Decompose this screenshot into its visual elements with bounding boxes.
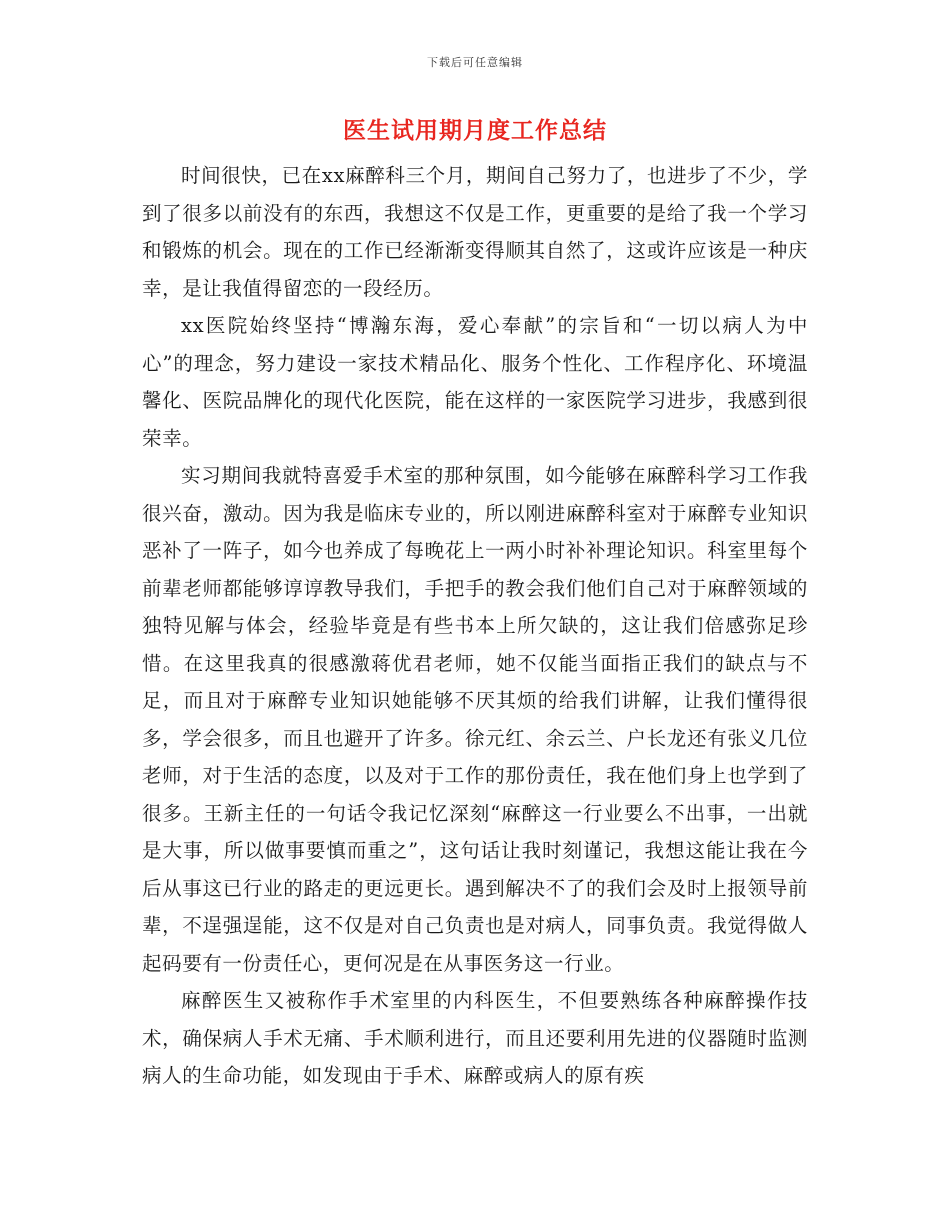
document-title: 医生试用期月度工作总结 [343, 117, 607, 144]
paragraph: 实习期间我就特喜爱手术室的那种氛围，如今能够在麻醉科学习工作我很兴奋，激动。因为我是临床专业的，所以刚进麻醉科室对于麻醉专业知识恶补了一阵子，如今也养成了每晚花上一两小时补补理论知识。科室里每个前辈老师都能够谆谆教导我们，手把手的教会我们他们自己对于麻醉领域的独特见解与体会，经验毕竟是有些书本上所欠缺的，这让我们倍感弥足珍惜。在这里我真的很感激蒋优君老师，她不仅能当面指正我们的缺点与不足，而且对于麻醉专业知识她能够不厌其烦的给我们讲解，让我们懂得很多，学会很多，而且也避开了许多。徐元红、余云兰、户长龙还有张义几位老师，对于生活的态度，以及对于工作的那份责任，我在他们身上也学到了很多。王新主任的一句话令我记忆深刻“麻醉这一行业要么不出事，一出就是大事，所以做事要慎而重之”，这句话让我时刻谨记，我想这能让我在今后从事这已行业的路走的更远更长。遇到解决不了的我们会及时上报领导前辈，不逞强逞能，这不仅是对自己负责也是对病人，同事负责。我觉得做人起码要有一份责任心，更何况是在从事医务这一行业。 [142, 464, 808, 975]
document-body [142, 157, 808, 1095]
paragraph: 麻醉医生又被称作手术室里的内科医生，不但要熟练各种麻醉操作技术，确保病人手术无痛、手术顺利进行，而且还要利用先进的仪器随时监测病人的生命功能，如发现由于手术、麻醉或病人的原有疾 [142, 989, 808, 1087]
header-note: 下载后可任意编辑 [427, 56, 523, 69]
paragraph: 时间很快，已在xx麻醉科三个月，期间自己努力了，也进步了不少，学到了很多以前没有的东西，我想这不仅是工作，更重要的是给了我一个学习和锻炼的机会。现在的工作已经渐渐变得顺其自然了，这或许应该是一种庆幸，是让我值得留恋的一段经历。 [142, 164, 808, 300]
paragraph: xx医院始终坚持“博瀚东海，爱心奉献”的宗旨和“一切以病人为中心”的理念，努力建设一家技术精品化、服务个性化、工作程序化、环境温馨化、医院品牌化的现代化医院，能在这样的一家医院学习进步，我感到很荣幸。 [142, 314, 808, 450]
